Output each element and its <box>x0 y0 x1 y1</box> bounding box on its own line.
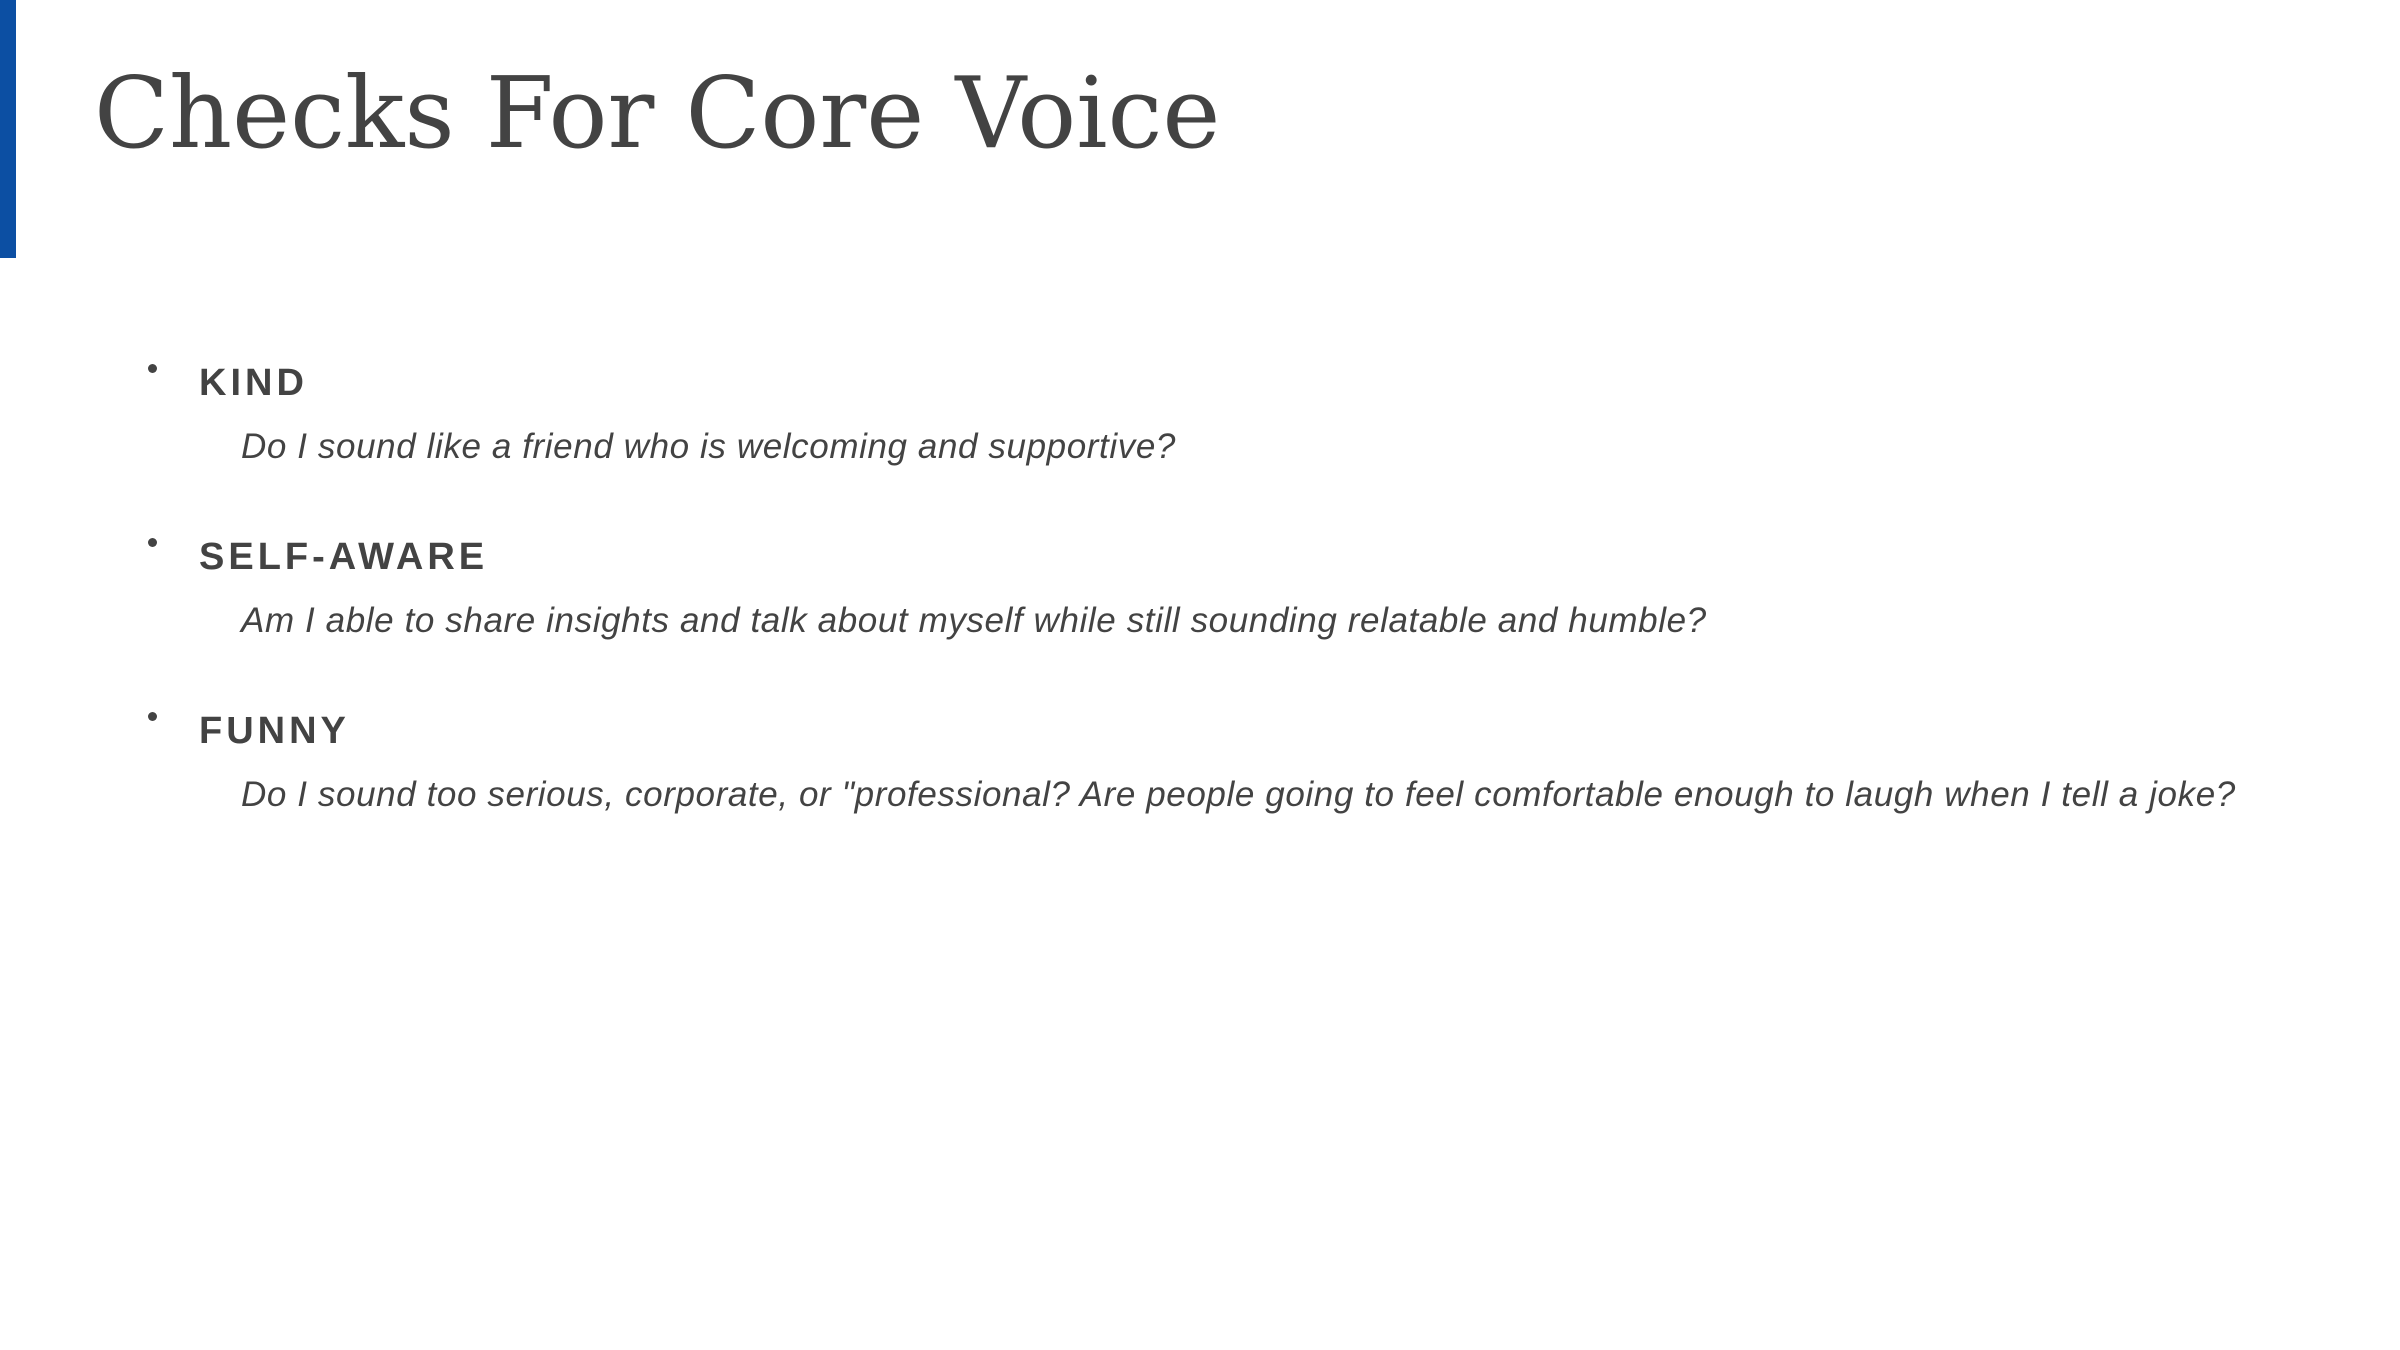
item-label: FUNNY <box>199 710 350 752</box>
title-accent-bar <box>0 0 16 258</box>
voice-checks-list <box>148 352 2298 874</box>
item-label: SELF-AWARE <box>199 536 489 578</box>
list-item-self-aware <box>148 526 2298 650</box>
item-label: KIND <box>199 362 308 404</box>
item-description: Am I able to share insights and talk about myself while still sounding relatable and humble? <box>241 601 1707 640</box>
item-description: Do I sound like a friend who is welcoming and supportive? <box>241 427 1176 466</box>
list-item-kind <box>148 352 2298 476</box>
slide-title: Checks For Core Voice <box>94 57 1221 171</box>
list-item-funny <box>148 700 2298 824</box>
bullet-icon <box>148 364 157 373</box>
bullet-icon <box>148 712 157 721</box>
bullet-icon <box>148 538 157 547</box>
item-description: Do I sound too serious, corporate, or "professional? Are people going to feel comfortable enough to laugh when I tell a joke? <box>241 775 2236 814</box>
